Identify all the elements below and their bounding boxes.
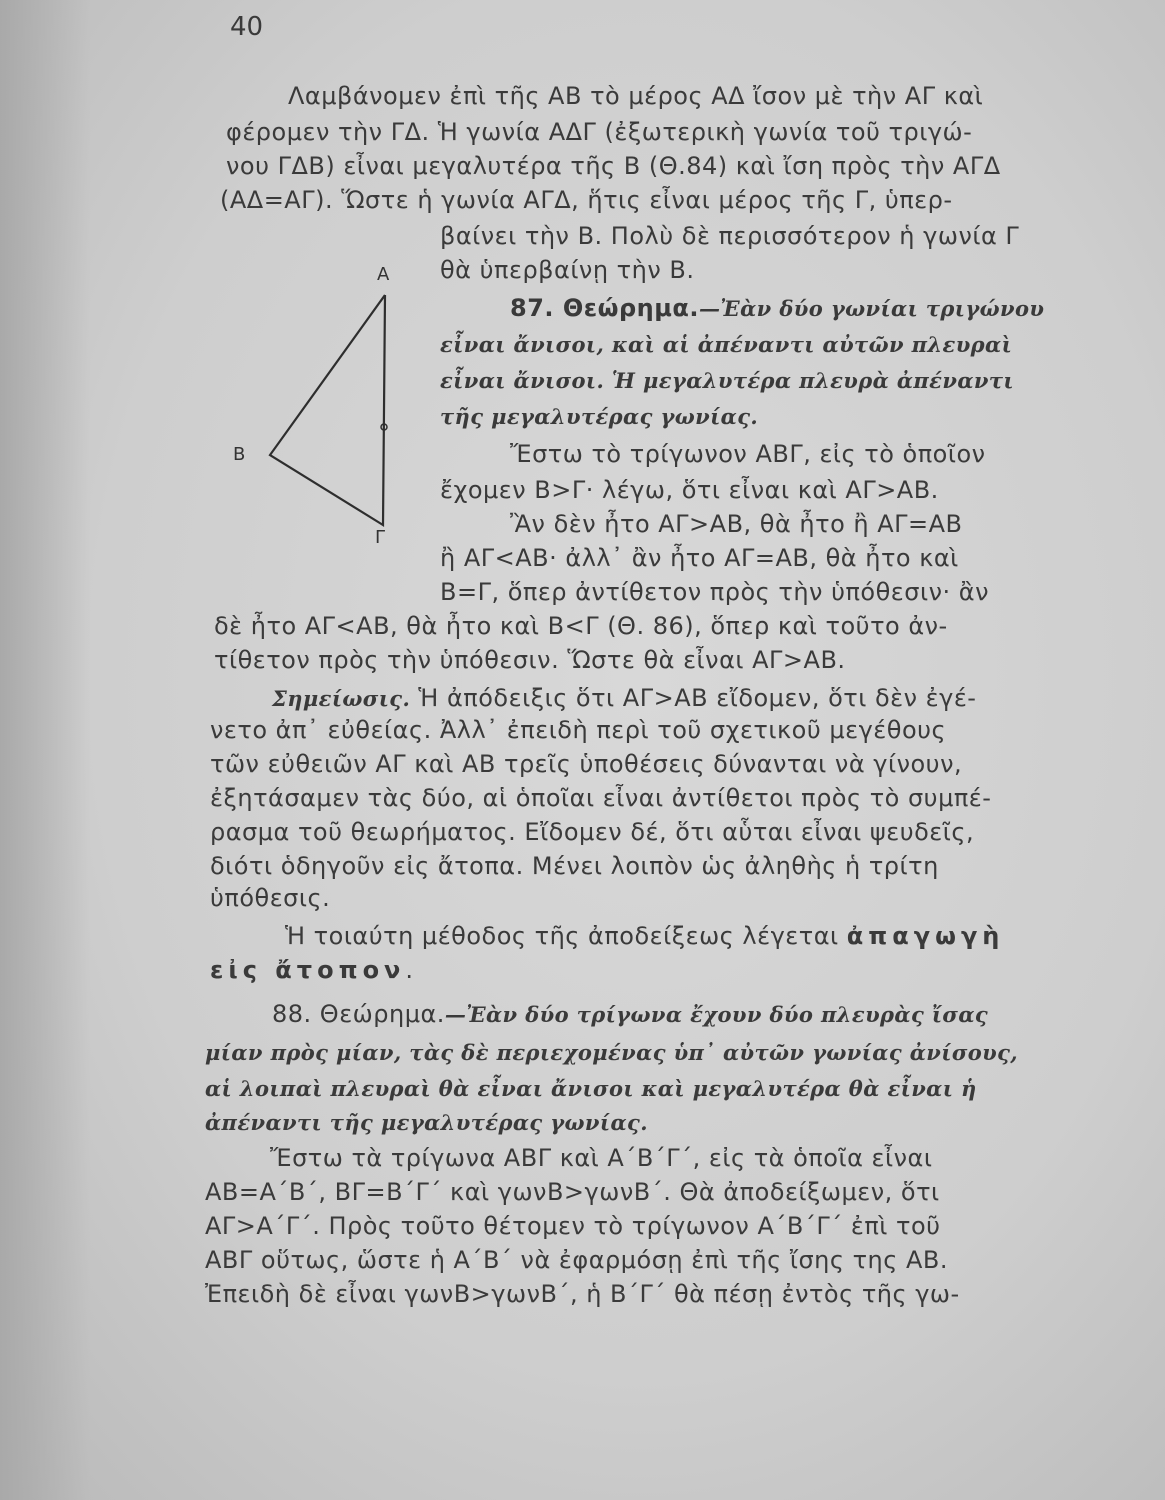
theorem-87-statement: τῆς μεγαλυτέρας γωνίας. [440, 404, 759, 429]
text-line: ἐξητάσαμεν τὰς δύο, αἱ ὁποῖαι εἶναι ἀντίθετοι πρὸς τὸ συμπέ- [210, 784, 992, 812]
text-line: θὰ ὑπερβαίνῃ τὴν Β. [440, 256, 695, 284]
theorem-88-first-line [272, 1000, 988, 1028]
text-line: φέρομεν τὴν ΓΔ. Ἡ γωνία ΑΔΓ (ἐξωτερικὴ γωνία τοῦ τριγώ- [226, 118, 973, 146]
text-line: ἢ ΑΓ<ΑΒ· ἀλλ᾽ ἂν ἦτο ΑΓ=ΑΒ, θὰ ἦτο καὶ [440, 544, 959, 572]
theorem-87-statement: εἶναι ἄνισοι, καὶ αἱ ἀπέναντι αὐτῶν πλευραὶ [440, 332, 1013, 357]
triangle-figure [225, 255, 405, 555]
term-apagogi: ἀπαγωγὴ [846, 922, 1005, 950]
text-line: Ἔστω τὸ τρίγωνον ΑΒΓ, εἰς τὸ ὁποῖον [510, 440, 986, 468]
theorem-88-statement: ἀπέναντι τῆς μεγαλυτέρας γωνίας. [205, 1110, 648, 1135]
theorem-87-heading: 87. Θεώρημα. [510, 294, 700, 322]
text-line: Ἂν δὲν ἦτο ΑΓ>ΑΒ, θὰ ἦτο ἢ ΑΓ=ΑΒ [510, 510, 963, 538]
theorem-87-first-line [510, 294, 1044, 322]
text-line: ὑπόθεσις. [210, 884, 331, 912]
text-line: διότι ὁδηγοῦν εἰς ἄτοπα. Μένει λοιπὸν ὡς ἀληθὴς ἡ τρίτη [210, 852, 939, 880]
method-line-2 [210, 956, 414, 984]
text-line: ρασμα τοῦ θεωρήματος. Εἴδομεν δέ, ὅτι αὗται εἶναι ψευδεῖς, [210, 818, 975, 846]
text-line: (ΑΔ=ΑΓ). Ὥστε ἡ γωνία ΑΓΔ, ἥτις εἶναι μέρος τῆς Γ, ὑπερ- [220, 186, 953, 214]
text-line: τῶν εὐθειῶν ΑΓ καὶ ΑΒ τρεῖς ὑποθέσεις δύνανται νὰ γίνουν, [210, 750, 963, 778]
text-line: ΑΒ=Α΄Β΄, ΒΓ=Β΄Γ΄ καὶ γωνΒ>γωνΒ΄. Θὰ ἀποδείξωμεν, ὅτι [205, 1178, 940, 1206]
vertex-label-a: A [377, 264, 390, 285]
term-eis-atopon: εἰς ἄτοπον [210, 956, 406, 984]
text-line: Λαμβάνομεν ἐπὶ τῆς ΑΒ τὸ μέρος ΑΔ ἴσον μὲ τὴν ΑΓ καὶ [288, 82, 984, 110]
note-heading: Σημείωσις. [272, 686, 411, 711]
theorem-88-statement: —Ἐὰν δύο τρίγωνα ἔχουν δύο πλευρὰς ἴσας [444, 1002, 989, 1027]
text-line: δὲ ἦτο ΑΓ<ΑΒ, θὰ ἦτο καὶ Β<Γ (Θ. 86), ὅπερ καὶ τοῦτο ἀν- [214, 612, 948, 640]
text-line: ἔχομεν Β>Γ· λέγω, ὅτι εἶναι καὶ ΑΓ>ΑΒ. [440, 476, 939, 504]
triangle-abg [270, 295, 385, 525]
note-text: Ἡ ἀπόδειξις ὅτι ΑΓ>ΑΒ εἴδομεν, ὅτι δὲν ἐγέ- [418, 684, 977, 712]
theorem-88-statement: μίαν πρὸς μίαν, τὰς δὲ περιεχομένας ὑπ᾽ αὐτῶν γωνίας ἀνίσους, [205, 1040, 1018, 1065]
page-number: 40 [230, 12, 264, 42]
text-line: νετο ἀπ᾽ εὐθείας. Ἀλλ᾽ ἐπειδὴ περὶ τοῦ σχετικοῦ μεγέθους [210, 716, 947, 744]
punctuation: . [405, 956, 414, 984]
text-line: ΑΓ>Α΄Γ΄. Πρὸς τοῦτο θέτομεν τὸ τρίγωνον Α΄Β΄Γ΄ ἐπὶ τοῦ [205, 1212, 941, 1240]
text-line: Ἡ τοιαύτη μέθοδος τῆς ἀποδείξεως λέγεται [285, 922, 839, 950]
text-line: τίθετον πρὸς τὴν ὑπόθεσιν. Ὥστε θὰ εἶναι ΑΓ>ΑΒ. [214, 646, 846, 674]
text-line: νου ΓΔΒ) εἶναι μεγαλυτέρα τῆς Β (Θ.84) καὶ ἴση πρὸς τὴν ΑΓΔ [226, 152, 1001, 180]
text-line: Ἔστω τὰ τρίγωνα ΑΒΓ καὶ Α΄Β΄Γ΄, εἰς τὰ ὁποῖα εἶναι [270, 1144, 933, 1172]
theorem-87-statement: εἶναι ἄνισοι. Ἡ μεγαλυτέρα πλευρὰ ἀπέναντι [440, 368, 1014, 393]
vertex-label-g: Γ [375, 527, 386, 548]
vertex-label-b: B [233, 444, 246, 465]
text-line: βαίνει τὴν Β. Πολὺ δὲ περισσότερον ἡ γωνία Γ [440, 222, 1020, 250]
text-line: ΑΒΓ οὕτως, ὥστε ἡ Α΄Β΄ νὰ ἐφαρμόσῃ ἐπὶ τῆς ἴσης της ΑΒ. [205, 1246, 948, 1274]
theorem-88-heading: 88. Θεώρημα. [272, 1000, 445, 1028]
theorem-87-statement: —Ἐὰν δύο γωνίαι τριγώνου [699, 296, 1045, 321]
triangle-diagram [225, 255, 405, 555]
note-first-line [272, 684, 976, 712]
text-line: Β=Γ, ὅπερ ἀντίθετον πρὸς τὴν ὑπόθεσιν· ἂν [440, 578, 989, 606]
text-line: Ἐπειδὴ δὲ εἶναι γωνΒ>γωνΒ΄, ἡ Β΄Γ΄ θὰ πέσῃ ἐντὸς τῆς γω- [205, 1280, 960, 1308]
theorem-88-statement: αἱ λοιπαὶ πλευραὶ θὰ εἶναι ἄνισοι καὶ μεγαλυτέρα θὰ εἶναι ἡ [205, 1076, 977, 1101]
method-line [285, 922, 1004, 950]
